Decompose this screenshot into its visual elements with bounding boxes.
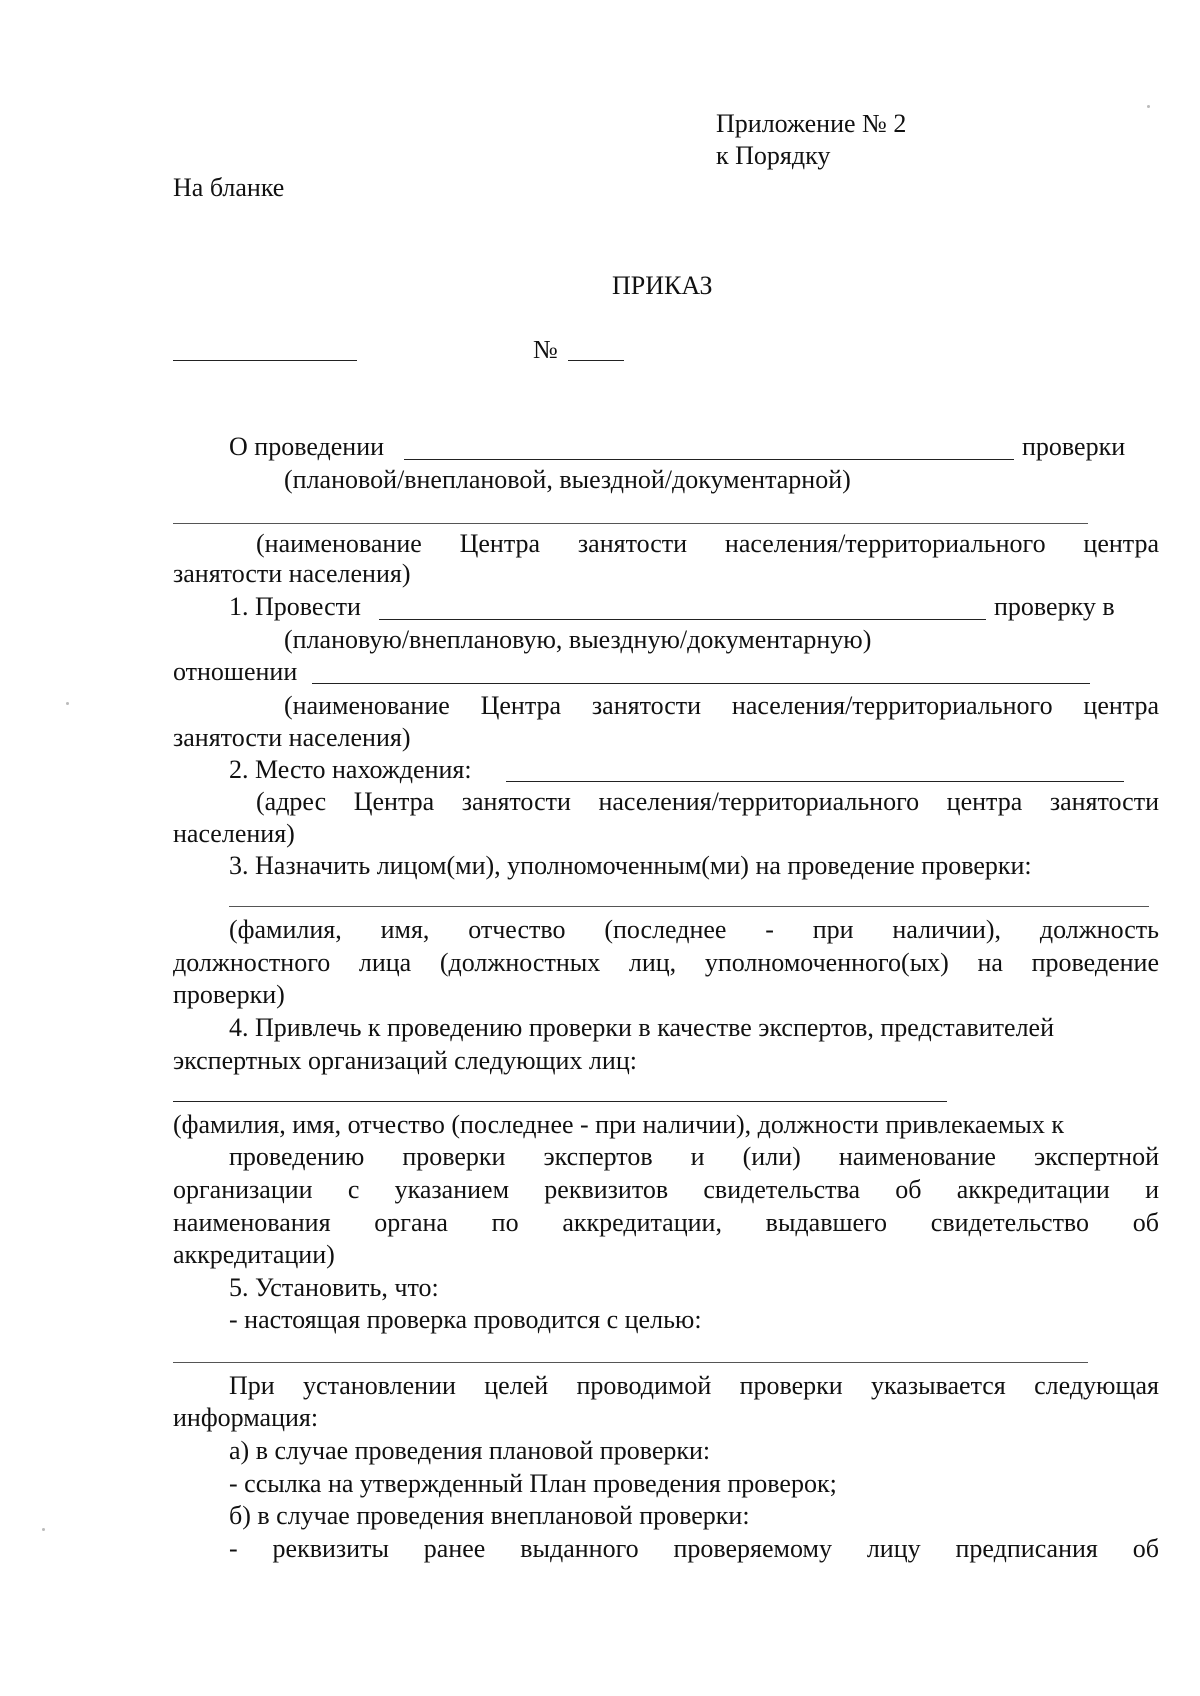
item-4-line-1: 4. Привлечь к проведению проверки в качестве экспертов, представителей xyxy=(229,1013,1054,1042)
item-2-hint-2: населения) xyxy=(173,819,295,848)
item-5-text: 5. Установить, что: xyxy=(229,1273,439,1302)
item-1-suffix: проверку в xyxy=(994,592,1115,621)
item-4-hint-5: аккредитации) xyxy=(173,1240,335,1269)
scan-speck xyxy=(42,1528,45,1531)
item-5-goal: - настоящая проверка проводится с целью: xyxy=(229,1305,702,1334)
subject-suffix: проверки xyxy=(1022,432,1126,461)
goal-a: а) в случае проведения плановой проверки: xyxy=(229,1436,711,1465)
org-hint-line-2: занятости населения) xyxy=(173,559,411,588)
scan-speck xyxy=(1147,105,1150,108)
goals-intro-1: При установлении целей проводимой проверки указывается следующая xyxy=(229,1371,1159,1400)
item-1-type-line xyxy=(379,619,986,620)
item-1-relation: отношении xyxy=(173,657,298,686)
goal-a-reference: - ссылка на утвержденный План проведения проверок; xyxy=(229,1469,837,1498)
item-1-org-line xyxy=(312,683,1090,684)
item-2-address-line xyxy=(506,781,1124,782)
item-5-goal-line xyxy=(173,1362,1088,1363)
item-4-hint-4: наименования органа по аккредитации, выдавшего свидетельство об xyxy=(173,1208,1159,1237)
goal-b: б) в случае проведения внеплановой проверки: xyxy=(229,1501,750,1530)
item-1-org-hint-1: (наименование Центра занятости населения/территориального центра xyxy=(284,691,1159,720)
item-3-hint-3: проверки) xyxy=(173,980,285,1009)
item-4-hint-1: (фамилия, имя, отчество (последнее - при наличии), должности привлекаемых к xyxy=(173,1110,1064,1139)
goals-intro-2: информация: xyxy=(173,1403,319,1432)
scan-speck xyxy=(66,702,69,705)
item-1-org-hint-2: занятости населения) xyxy=(173,723,411,752)
item-1-hint: (плановую/внеплановую, выездную/документарную) xyxy=(284,625,872,654)
document-title: ПРИКАЗ xyxy=(612,271,713,300)
appendix-line-2: к Порядку xyxy=(716,141,831,170)
org-hint-line-1: (наименование Центра занятости населения/территориального центра xyxy=(256,529,1159,558)
date-field-line xyxy=(173,360,357,361)
appendix-line-1: Приложение № 2 xyxy=(716,109,907,138)
item-3-text: 3. Назначить лицом(ми), уполномоченным(ми) на проведение проверки: xyxy=(229,851,1032,880)
item-3-hint-1: (фамилия, имя, отчество (последнее - при наличии), должность xyxy=(229,915,1159,944)
item-3-persons-line xyxy=(229,906,1149,907)
subject-hint: (плановой/внеплановой, выездной/документарной) xyxy=(284,465,851,494)
number-sign: № xyxy=(533,335,558,364)
blank-note: На бланке xyxy=(173,173,285,202)
item-3-hint-2: должностного лица (должностных лиц, уполномоченного(ых) на проведение xyxy=(173,948,1159,977)
goal-b-reference: - реквизиты ранее выданного проверяемому лицу предписания об xyxy=(229,1534,1159,1563)
item-4-hint-3: организации с указанием реквизитов свидетельства об аккредитации и xyxy=(173,1175,1159,1204)
subject-type-line xyxy=(404,459,1014,460)
item-4-experts-line xyxy=(173,1101,947,1102)
number-field-line xyxy=(568,360,624,361)
subject-prefix: О проведении xyxy=(229,432,385,461)
item-2-hint-1: (адрес Центра занятости населения/территориального центра занятости xyxy=(256,787,1159,816)
item-1-prefix: 1. Провести xyxy=(229,592,361,621)
org-name-line xyxy=(173,523,1088,524)
item-4-line-2: экспертных организаций следующих лиц: xyxy=(173,1046,637,1075)
item-2-label: 2. Место нахождения: xyxy=(229,755,472,784)
item-4-hint-2: проведению проверки экспертов и (или) наименование экспертной xyxy=(229,1142,1159,1171)
